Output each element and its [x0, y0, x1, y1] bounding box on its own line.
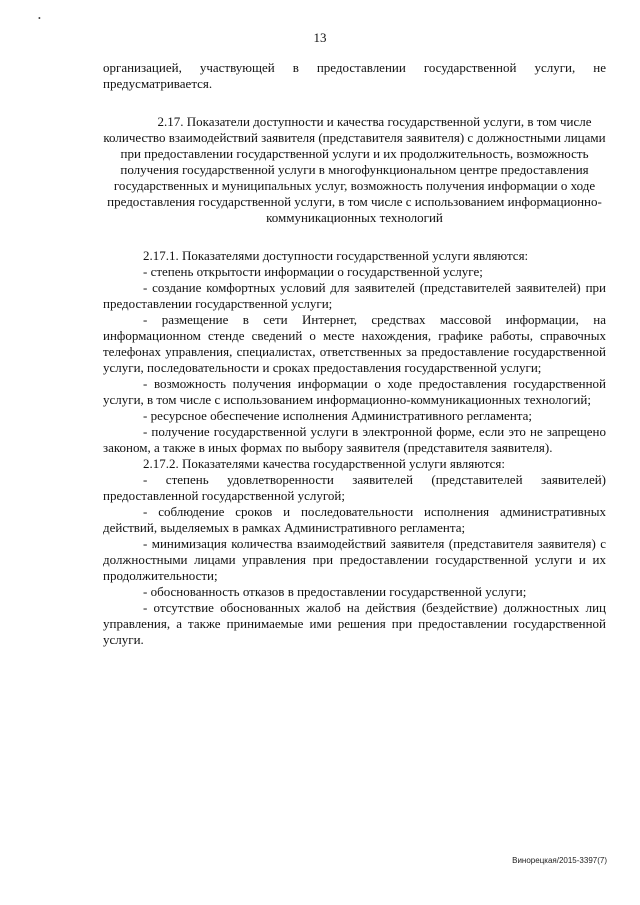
- list-item: - возможность получения информации о ходе предоставления государственной услуги, в том числе с использованием информационно-коммуникационных технологий;: [103, 376, 606, 407]
- paragraph-2-17-1: 2.17.1. Показателями доступности государственной услуги являются:: [143, 248, 529, 263]
- list-item: - отсутствие обоснованных жалоб на действия (бездействие) должностных лиц управления, а также принимаемые ими решения при предоставлении государственной услуги.: [103, 600, 606, 647]
- intro-paragraph: организацией, участвующей в предоставлении государственной услуги, не предусматривается.: [103, 60, 606, 91]
- list-item: - получение государственной услуги в электронной форме, если это не запрещено законом, а также в иных формах по выбору заявителя (представителя заявителя).: [103, 424, 606, 455]
- list-item: - степень открытости информации о государственной услуге;: [143, 264, 483, 279]
- list-item: - степень удовлетворенности заявителей (представителей заявителей) предоставленной государственной услугой;: [103, 472, 606, 503]
- document-code: Винорецкая/2015-3397(7): [512, 856, 607, 865]
- list-item: - обоснованность отказов в предоставлении государственной услуги;: [143, 584, 527, 599]
- section-heading: 2.17. Показатели доступности и качества государственной услуги, в том числе количество взаимодействий заявителя (представителя заявителя) с должностными лицами при предоставлении государственной услуги и их продолжительность, возможность получения государственной услуги в многофункциональном центре предоставления государственных и муниципальных услуг, возможность получения информации о ходе предоставления государственной услуги, в том числе с использованием информационно-коммуникационных технологий: [103, 114, 606, 225]
- page-number: 13: [313, 30, 327, 45]
- list-item: - соблюдение сроков и последовательности исполнения административных действий, выделяемых в рамках Административного регламента;: [103, 504, 606, 535]
- list-item: - создание комфортных условий для заявителей (представителей заявителей) при предоставлении государственной услуги;: [103, 280, 606, 311]
- list-item: - ресурсное обеспечение исполнения Административного регламента;: [143, 408, 533, 423]
- document-body: [103, 60, 606, 648]
- paragraph-2-17-2: 2.17.2. Показателями качества государственной услуги являются:: [143, 456, 505, 471]
- corner-mark: •: [38, 14, 41, 23]
- list-item: - минимизация количества взаимодействий заявителя (представителя заявителя) с должностными лицами управления при предоставлении государственной услуги и их продолжительности;: [103, 536, 606, 583]
- list-item: - размещение в сети Интернет, средствах массовой информации, на информационном стенде сведений о месте нахождения, графике работы, справочных телефонах управления, специалистах, ответственных за предоставление государственной услуги, последовательности и сроках предоставления государственной услуги;: [103, 312, 606, 375]
